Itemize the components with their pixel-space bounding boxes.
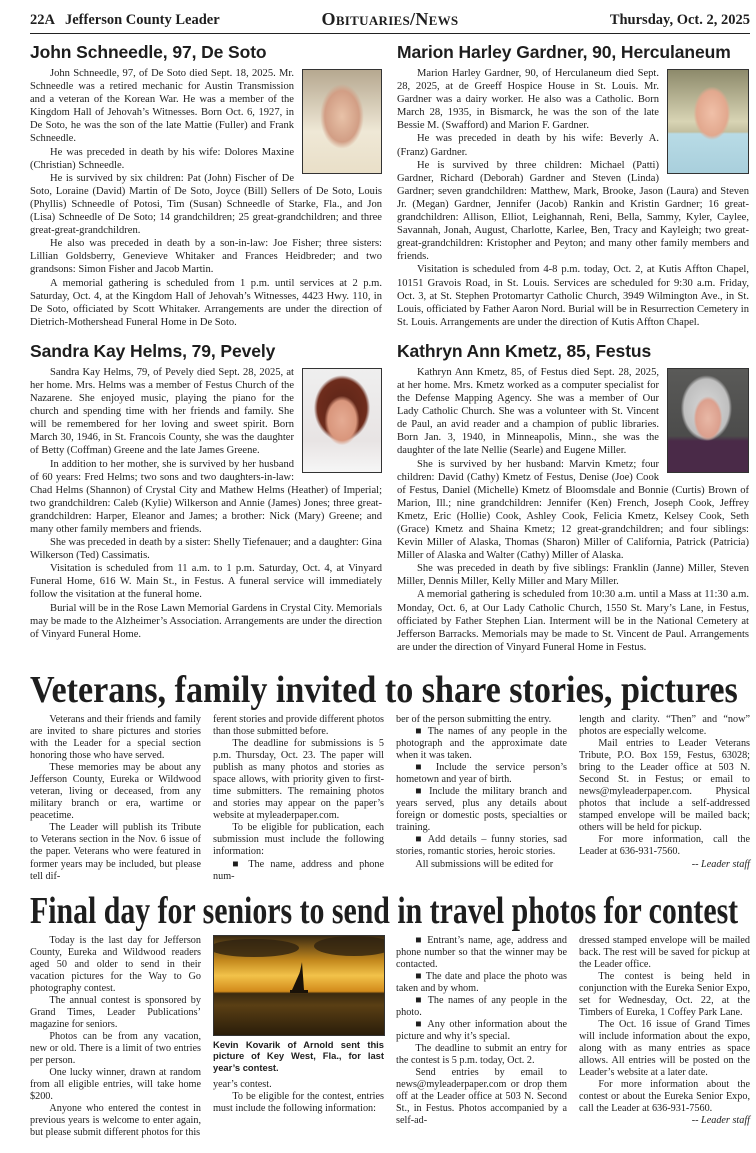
paragraph: She was preceded in death by a sister: Shelly Tiefenauer; and a daughter: Gina Wilkerson (Ted) Cassimatis. xyxy=(30,537,382,562)
paragraph: Marion Harley Gardner, 90, of Herculaneum died Sept. 28, 2025, at de Greeff Hospice House in St. Louis. Mr. Gardner was a dairy worker. He also was a Catholic. Born March 28, 1935, in Bismarck, he was the son of the late Bessie M. (Swafford) and Marion F. Gardner. xyxy=(397,68,659,132)
paragraph: Veterans and their friends and family are invited to share pictures and stories with the Leader for a special section honoring those who have served. xyxy=(30,713,201,762)
paragraph: For more information about the contest or about the Eureka Senior Expo, call the Leader at 636-931-7560. xyxy=(579,1079,750,1115)
paragraph: John Schneedle, 97, of De Soto died Sept. 18, 2025. Mr. Schneedle was a retired mechanic for Austin Transmission and a veteran of the Korean War. He was a member of the Kingdom Hall of Jehovah’s Witnesses. Born Oct. 6, 1927, in De Soto, he was the son of the late Mattie (Fuller) and Frank Schneedle. xyxy=(30,68,294,145)
paragraph: Kathryn Ann Kmetz, 85, of Festus died Sept. 28, 2025, at her home. Mrs. Kmetz worked as a computer specialist for the Defense Mapping Agency. She was a member of Our Lady Catholic Church. She was a volunteer with St. Vincent de Paul, an avid reader and a champion of public libraries. Born Jan. 3, 1940, in Minneapolis, Minn., she was the daughter of the late Nellie (Searle) and Eugene Miller. xyxy=(397,366,659,457)
paragraph: These memories may be about any Jefferson County, Eureka or Wildwood veteran, living or deceased, from any military branch or era, wartime or peacetime. xyxy=(30,762,201,822)
paragraph: He is survived by three children: Michael (Patti) Gardner, Richard (Deborah) Gardner and Steven (Linda) Gardner; seven grandchildren: Matthew, Mark, Brooke, Jason (Laura) and Steven Jr. (Megan) Gardner, Jennifer (Jacob) Rankin and Kristin Gardner; 16 great-grandchildren: Allison, Elliot, Leighannah, Reni, Bella, Sammy, Kyler, Caylee, Savannah, Jonah, August, Charlotte, Karlee, Ben, Tracy and Kayleigh; two great-great-grandchildren: Kristopher and Peyton; and many other family members and friends. xyxy=(397,159,749,263)
paragraph: She was preceded in death by five siblings: Franklin (Janne) Miller, Steven Miller, Dennis Miller, Kelly Miller and Mary Miller. xyxy=(397,563,749,588)
veterans-article xyxy=(30,670,750,883)
obituary-title: Kathryn Ann Kmetz, 85, Festus xyxy=(397,340,652,361)
paragraph: ■ The date and place the photo was taken and by whom. xyxy=(396,970,567,994)
byline: -- Leader staff xyxy=(691,858,750,870)
paragraph: The annual contest is sponsored by Grand Times, Leader Publications’ magazine for seniors. xyxy=(30,994,201,1030)
portrait-photo xyxy=(667,69,749,174)
paragraph: A memorial gathering is scheduled from 10:30 a.m. until a Mass at 11:30 a.m. Monday, Oct. 6, at Our Lady Catholic Church, 1550 St. Mary’s Lane, in Festus, officiated by Father Stephen Lian. Interment will be in the National Cemetery at Jefferson Barracks. Memorials may be made to St. Vincent de Paul. Arrangements are under the direction of Vinyard Funeral Home in Festus. xyxy=(397,589,749,653)
paragraph: He is survived by six children: Pat (John) Fischer of De Soto, Loraine (David) Martin of De Soto, Joyce (Bill) Sellers of De Soto, Louis (Phyllis) Schneedle of Potosi, Tim (Susan) Schneedle of Starke, Fla., and Jon (Lisa) Schneedle of De Soto; 14 grandchildren; 25 great-grandchildren; and three great-great-grandchildren. xyxy=(30,172,382,237)
sailboat-icon xyxy=(214,936,384,1035)
paragraph: ■ The names of any people in the photograph and the approximate date when it was taken. xyxy=(396,725,567,762)
paragraph: All submissions will be edited for xyxy=(415,858,554,870)
paragraph: ■ Any other information about the picture and why it’s special. xyxy=(396,1018,567,1042)
paragraph: dressed stamped envelope will be mailed back. The rest will be saved for pickup at the Leader office. xyxy=(579,934,750,970)
issue-date: Thursday, Oct. 2, 2025 xyxy=(609,12,750,28)
paragraph: ■ Include the service person’s hometown and year of birth. xyxy=(396,762,567,786)
paragraph: The contest is being held in conjunction with the Eureka Senior Expo, set for Wednesday, Oct. 22, at the Timbers of Eureka, 1 Coffey Park Lane. xyxy=(579,970,750,1018)
portrait-photo xyxy=(667,368,749,473)
paragraph: ber of the person submitting the entry. xyxy=(396,713,552,725)
obituaries xyxy=(30,42,750,666)
paragraph: Visitation is scheduled from 11 a.m. to 1 p.m. Saturday, Oct. 4, at Vinyard Funeral Home, 616 W. Main St., in Festus. A funeral service will immediately follow the visitation at the funeral home. xyxy=(30,563,382,601)
paragraph: A memorial gathering is scheduled from 1 p.m. until services at 2 p.m. Saturday, Oct. 4, at the Kingdom Hall of Jehovah’s Witnesses, 4423 Hwy. 110, in De Soto, officiated by Scott Whitaker. Arrangements are under the direction of Dietrich-Mothershead Funeral Home in De Soto. xyxy=(30,277,382,328)
obituaries-left-column xyxy=(30,42,382,653)
paragraph: ■ The names of any people in the photo. xyxy=(396,994,567,1018)
section-title: Obituaries/News xyxy=(321,9,459,29)
paragraph: He was preceded in death by his wife: Dolores Maxine (Christian) Schneedle. xyxy=(30,146,294,171)
paragraph: The Oct. 16 issue of Grand Times will include information about the expo, along with as many entries as space allows. All entries will be posted on the Leader’s website at a later date. xyxy=(579,1018,750,1079)
paragraph: Anyone who entered the contest in previous years is welcome to enter again, but please submit different photos for this xyxy=(30,1103,201,1139)
paragraph: Visitation is scheduled from 4-8 p.m. today, Oct. 2, at Kutis Affton Chapel, 10151 Gravois Road, in St. Louis. Services are scheduled for 9:30 a.m. Friday, Oct. 3, at St. Stephen Protomartyr Catholic Church, 3949 Wilmington Ave., in St. Louis, officiated by Father Aaron Nord. Burial will be in Resurrection Cemetery in St. Louis. Arrangements are under the direction of Kutis Affton Chapel. xyxy=(397,264,749,328)
paragraph: Mail entries to Leader Veterans Tribute, P.O. Box 159, Festus, 63028; bring to the Leader office at 503 N. Second St. in Festus; or email to news@myleaderpaper.com. Physical photos that include a self-addressed stamped envelope will be mailed back; others will be held for pickup. xyxy=(579,738,750,834)
obituary-kmetz xyxy=(397,341,749,654)
paragraph: Send entries by email to news@myleaderpaper.com or drop them off at the Leader office at 503 N. Second St., in Festus. Photos accompanied by a self-ad- xyxy=(396,1067,567,1127)
article-column xyxy=(579,935,750,1128)
paragraph: ■ Add details – funny stories, sad stories, romantic stories, heroic stories. xyxy=(396,834,567,858)
paragraph: year’s contest. xyxy=(213,1079,272,1091)
paper-name: Jefferson County Leader xyxy=(64,12,220,28)
paragraph: For more information, call the Leader at 636-931-7560. xyxy=(579,834,750,858)
page-number: 22A xyxy=(30,12,55,28)
paragraph: One lucky winner, drawn at random from all eligible entries, will take home $200. xyxy=(30,1067,201,1103)
portrait-photo xyxy=(302,69,382,174)
seniors-article xyxy=(30,891,750,1140)
article-column xyxy=(30,714,201,883)
paragraph: The Leader will publish its Tribute to Veterans section in the Nov. 6 issue of the paper. Veterans who were featured in former years may be included, but please tell dif- xyxy=(30,822,201,882)
article-column xyxy=(213,714,384,883)
paragraph: To be eligible for the contest, entries must include the following information: xyxy=(213,1091,384,1115)
obituary-title: Sandra Kay Helms, 79, Pevely xyxy=(30,340,276,361)
article-headline: Veterans, family invited to share stories, pictures xyxy=(30,668,738,711)
article-column xyxy=(396,935,567,1128)
paragraph: In addition to her mother, she is survived by her husband of 60 years: Fred Helms; two sons and two daughters-in-law: Chad Helms (Shannon) of Crystal City and Mathew Helms (Heather) of Imperial; two grandchildren: Caleb (Kylie) Wilkerson and Annie (James) Jones; three great-grandchildren: Harper, Eleanor and James; a brother: Nick (Mary) Greene; and many other family members and friends. xyxy=(30,458,382,535)
article-column xyxy=(396,714,567,871)
article-headline: Final day for seniors to send in travel photos for contest xyxy=(30,889,739,932)
paragraph: ■ Include the military branch and years served, plus any details about foreign or domestic posts, specialties or training. xyxy=(396,786,567,834)
masthead xyxy=(30,8,750,34)
article-column xyxy=(213,935,384,1116)
paragraph: length and clarity. “Then” and “now” photos are especially welcome. xyxy=(579,713,750,737)
paragraph: Today is the last day for Jefferson County, Eureka and Wildwood readers aged 50 and older to send in their vacation pictures for the Way to Go photography contest. xyxy=(30,934,201,994)
photo-caption: Kevin Kovarik of Arnold sent this picture of Key West, Fla., for last year’s contest. xyxy=(213,1038,384,1073)
paragraph: The deadline to submit an entry for the contest is 5 p.m. today, Oct. 2. xyxy=(396,1043,567,1067)
article-column xyxy=(30,935,201,1140)
paragraph: Burial will be in the Rose Lawn Memorial Gardens in Crystal City. Memorials may be made to the Alzheimer’s Association. Arrangements are under the direction of Vinyard Funeral Home. xyxy=(30,602,382,640)
obituary-title: John Schneedle, 97, De Soto xyxy=(30,42,267,62)
paragraph: He also was preceded in death by a son-in-law: Joe Fisher; three sisters: Lillian Goldsberry, Genevieve Whitaker and Frances Heidbreder; and two grandsons: Simon Fisher and Jacob Martin. xyxy=(30,238,382,276)
paragraph: To be eligible for publication, each submission must include the following information: xyxy=(213,822,384,858)
paragraph: ■ Entrant’s name, age, address and phone number so that the winner may be contacted. xyxy=(396,934,567,970)
obituary-schneedle xyxy=(30,42,382,329)
article-column xyxy=(579,714,750,871)
obituary-title: Marion Harley Gardner, 90, Herculaneum xyxy=(397,42,731,62)
paragraph: ■ The name, address and phone num- xyxy=(213,858,384,882)
paragraph: He was preceded in death by his wife: Beverly A. (Franz) Gardner. xyxy=(397,133,659,158)
obituary-helms xyxy=(30,341,382,641)
portrait-photo xyxy=(302,368,382,473)
obituaries-right-column xyxy=(397,42,749,666)
obituary-gardner xyxy=(397,42,749,329)
byline: -- Leader staff xyxy=(691,1115,750,1127)
paragraph: Sandra Kay Helms, 79, of Pevely died Sept. 28, 2025, at her home. Mrs. Helms was a member of Festus Church of the Nazarene. She enjoyed music, playing the piano for the church and spending time with her friends and family. She will be remembered for her loving and sweet spirit. Born March 30, 1946, in St. Francois County, she was the daughter of Betty (Coffman) Greene and the late James Greene. xyxy=(30,366,294,457)
paragraph: The deadline for submissions is 5 p.m. Thursday, Oct. 23. The paper will publish as many photos and stories as space allows, with priority given to first-time submitters. The remaining photos and stories may appear on the paper’s website at myleaderpaper.com. xyxy=(213,738,384,822)
paragraph: ferent stories and provide different photos than those submitted before. xyxy=(213,713,384,737)
sunset-sailboat-photo xyxy=(213,935,385,1036)
paragraph: She is survived by her husband: Marvin Kmetz; four children: David (Cathy) Kmetz of Festus, Denise (Joe) Cook of Festus, Daniel (Michelle) Kmetz of Bloomsdale and Bonnie (Curtis) Brown of Marion, Ill.; nine grandchildren: Jennifer (Ken) French, Joseph Cook, Jeffrey Kmetz, Eric (Hollie) Cook, Ashley Cook, Felicia Kmetz, Kelsey Cook, Seth (Grace) Kmetz and Shaina Kmetz; 12 great-grandchildren; and four siblings: Kevin Miller of Alaska, Thomas (Sharon) Miller of California, Patrick (Patricia) Miller of Alaska and Walter (Cathy) Miller of Alaska. xyxy=(397,458,749,562)
paragraph: Photos can be from any vacation, new or old. There is a limit of two entries per person. xyxy=(30,1030,201,1067)
